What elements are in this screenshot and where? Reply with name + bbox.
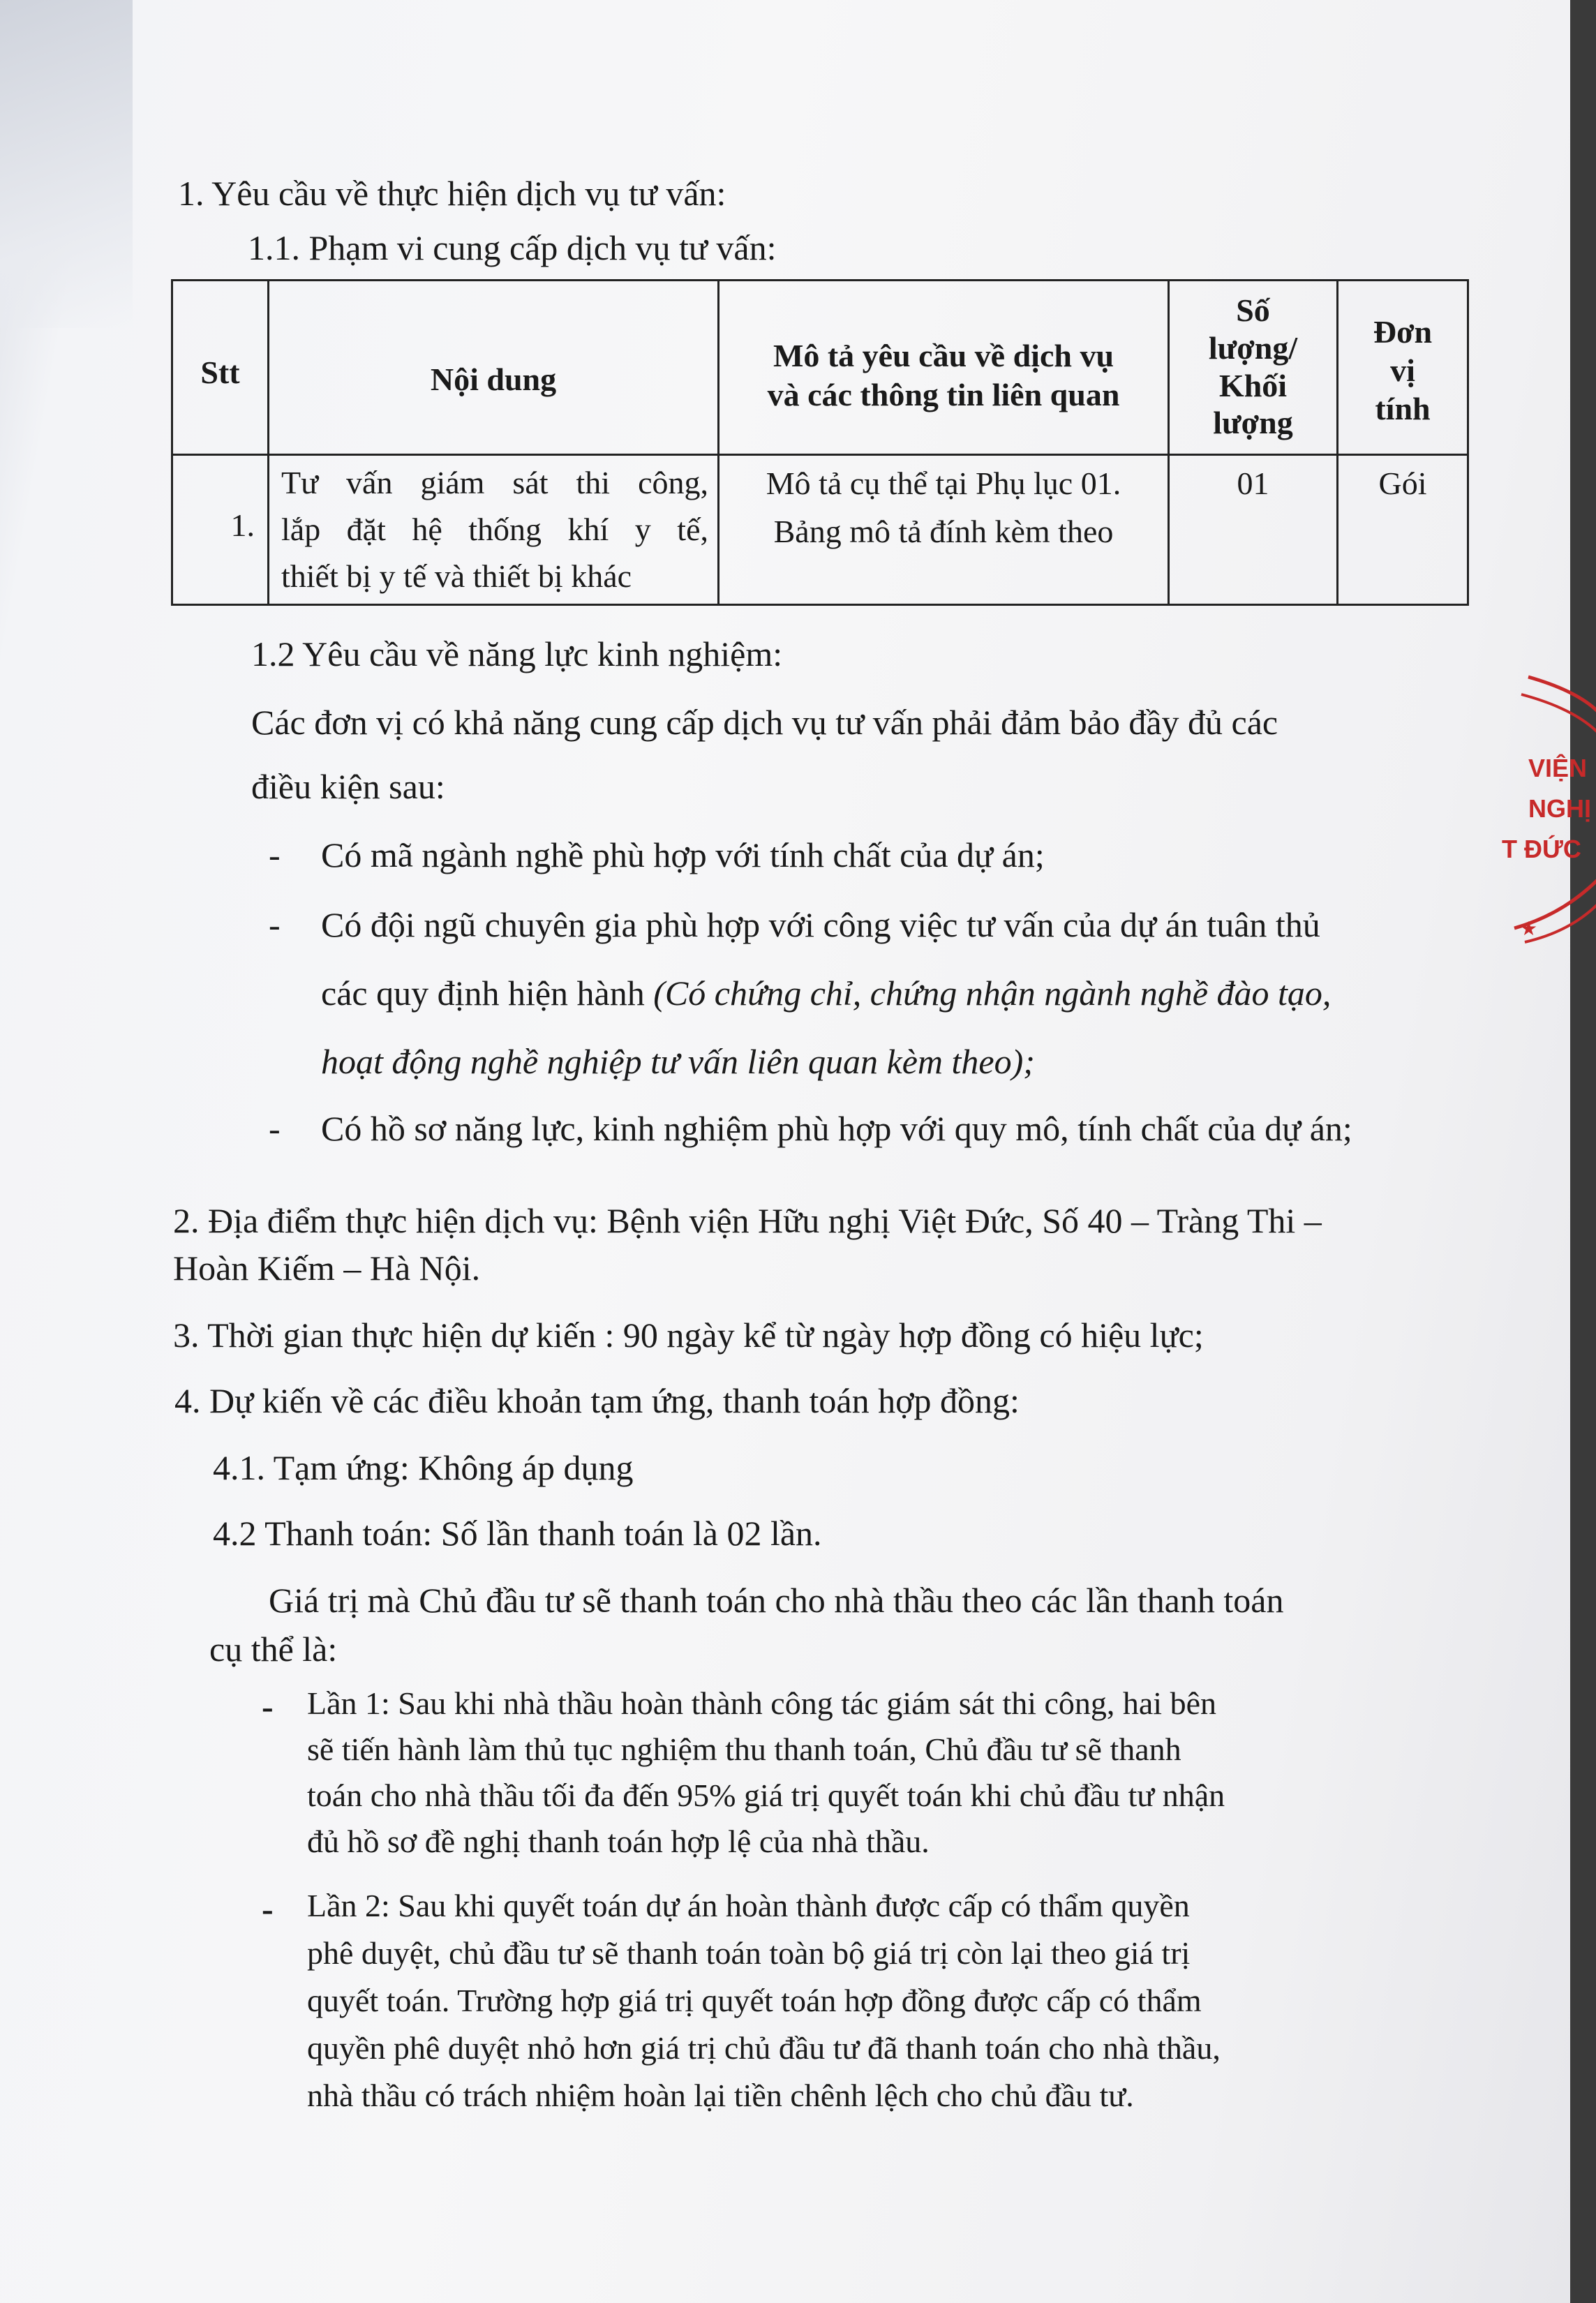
header-quantity-line: Số: [1236, 292, 1270, 328]
section-4-2: 4.2 Thanh toán: Số lần thanh toán là 02 lần.: [213, 1514, 822, 1553]
bullet-text-italic: hoạt động nghề nghiệp tư vấn liên quan kèm theo);: [321, 1042, 1035, 1081]
installment-2-line: phê duyệt, chủ đầu tư sẽ thanh toán toàn bộ giá trị còn lại theo giá trị: [307, 1935, 1191, 1971]
installment-2-line: nhà thầu có trách nhiệm hoàn lại tiền chênh lệch cho chủ đầu tư.: [307, 2078, 1134, 2113]
bullet-text: [321, 976, 1331, 1011]
table-col-divider: [267, 279, 269, 606]
row-content-line: lắp đặt hệ thống khí y tế,: [281, 512, 708, 548]
bullet-dash: -: [269, 835, 281, 874]
table-border-right: [1467, 279, 1469, 606]
section-3: 3. Thời gian thực hiện dự kiến : 90 ngày kể từ ngày hợp đồng có hiệu lực;: [173, 1316, 1204, 1355]
section-1-2-heading: 1.2 Yêu cầu về năng lực kinh nghiệm:: [251, 634, 783, 673]
section-4-1: 4.1. Tạm ứng: Không áp dụng: [213, 1448, 634, 1487]
installment-1-line: Lần 1: Sau khi nhà thầu hoàn thành công tác giám sát thi công, hai bên: [307, 1685, 1217, 1721]
bullet-text: Có mã ngành nghề phù hợp với tính chất của dự án;: [321, 835, 1045, 874]
bullet-dash: -: [269, 905, 281, 944]
header-stt: Stt: [200, 355, 240, 390]
section-4-heading: 4. Dự kiến về các điều khoản tạm ứng, thanh toán hợp đồng:: [174, 1381, 1020, 1420]
section-2-line: 2. Địa điểm thực hiện dịch vụ: Bệnh viện Hữu nghị Việt Đức, Số 40 – Tràng Thi –: [173, 1201, 1322, 1240]
installment-2-line: quyết toán. Trường hợp giá trị quyết toán hợp đồng được cấp có thẩm: [307, 1983, 1202, 2018]
row-content: [281, 459, 708, 599]
installment-dash: -: [262, 1889, 274, 1928]
row-content-line: Tư vấn giám sát thi công,: [281, 465, 708, 500]
table-header-divider: [171, 454, 1469, 456]
svg-text:★: ★: [1520, 917, 1538, 940]
row-description-line: Mô tả cụ thể tại Phụ lục 01.: [766, 465, 1121, 501]
section-1-2-intro-line: điều kiện sau:: [251, 767, 445, 806]
table-border-left: [171, 279, 173, 606]
header-quantity-line: lượng: [1213, 405, 1293, 441]
bullet-text: Có đội ngũ chuyên gia phù hợp với công việc tư vấn của dự án tuân thủ: [321, 905, 1320, 944]
stamp-text: VIỆN: [1528, 754, 1588, 782]
header-description-line: và các thông tin liên quan: [767, 377, 1120, 413]
red-stamp: [1500, 663, 1596, 956]
bullet-text: Có hồ sơ năng lực, kinh nghiệm phù hợp với quy mô, tính chất của dự án;: [321, 1109, 1352, 1148]
bullet-text-normal: các quy định hiện hành: [321, 974, 654, 1013]
installment-1-line: sẽ tiến hành làm thủ tục nghiệm thu thanh toán, Chủ đầu tư sẽ thanh: [307, 1731, 1181, 1767]
table-border-bottom: [171, 604, 1469, 606]
header-unit-line: tính: [1375, 391, 1431, 427]
table-border-top: [171, 279, 1469, 281]
stamp-text: T ĐỨC: [1502, 835, 1581, 863]
section-1-heading: 1. Yêu cầu về thực hiện dịch vụ tư vấn:: [178, 174, 726, 213]
payment-intro-line: cụ thể là:: [209, 1630, 338, 1669]
row-unit: Gói: [1378, 465, 1427, 501]
row-description: [719, 459, 1168, 556]
installment-dash: -: [262, 1687, 274, 1726]
header-quantity-line: lượng/: [1208, 329, 1298, 366]
row-quantity: 01: [1237, 465, 1269, 501]
header-unit: [1338, 313, 1467, 428]
section-1-2-intro-line: Các đơn vị có khả năng cung cấp dịch vụ tư vấn phải đảm bảo đầy đủ các: [251, 703, 1278, 742]
header-content: Nội dung: [430, 362, 557, 397]
payment-intro-line: Giá trị mà Chủ đầu tư sẽ thanh toán cho nhà thầu theo các lần thanh toán: [269, 1581, 1284, 1620]
installment-2-line: Lần 2: Sau khi quyết toán dự án hoàn thành được cấp có thẩm quyền: [307, 1888, 1190, 1923]
section-1-1-heading: 1.1. Phạm vi cung cấp dịch vụ tư vấn:: [248, 228, 777, 267]
header-quantity-line: Khối: [1218, 367, 1288, 403]
stamp-text: NGHỊ: [1528, 794, 1591, 823]
installment-2-line: quyền phê duyệt nhỏ hơn giá trị chủ đầu tư đã thanh toán cho nhà thầu,: [307, 2030, 1221, 2066]
header-description-line: Mô tả yêu cầu về dịch vụ: [773, 338, 1114, 373]
row-stt: 1.: [230, 507, 255, 543]
row-description-line: Bảng mô tả đính kèm theo: [773, 514, 1114, 549]
services-table: [171, 279, 1469, 606]
bullet-dash: -: [269, 1109, 281, 1148]
header-description: [719, 336, 1168, 415]
header-unit-line: Đơn: [1373, 314, 1433, 350]
table-col-divider: [717, 279, 719, 606]
header-unit-line: vị: [1390, 352, 1415, 389]
installment-1-line: toán cho nhà thầu tối đa đến 95% giá trị quyết toán khi chủ đầu tư nhận: [307, 1777, 1225, 1813]
installment-1-line: đủ hồ sơ đề nghị thanh toán hợp lệ của nhà thầu.: [307, 1824, 930, 1859]
page-fold-shadow: [0, 0, 133, 328]
row-content-line: thiết bị y tế và thiết bị khác: [281, 558, 632, 595]
bullet-text-italic: (Có chứng chỉ, chứng nhận ngành nghề đào tạo,: [653, 974, 1332, 1013]
section-2-line: Hoàn Kiếm – Hà Nội.: [173, 1249, 481, 1288]
header-quantity: [1170, 292, 1336, 442]
